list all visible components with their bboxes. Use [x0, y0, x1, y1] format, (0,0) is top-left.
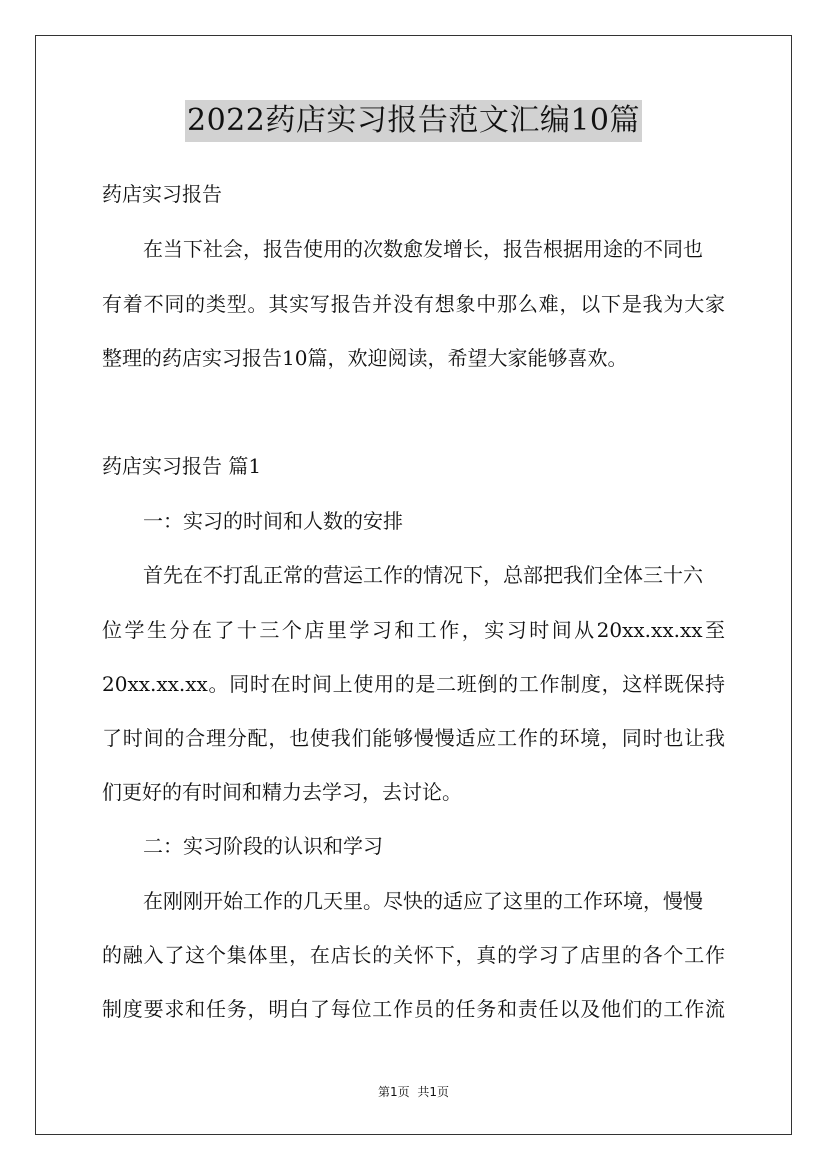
- paragraph-1-line-5: 们更好的有时间和精力去学习，去讨论。: [102, 780, 462, 804]
- page-number: 第1页: [377, 1085, 410, 1099]
- paragraph-2-line-2: 的融入了这个集体里，在店长的关怀下，真的学习了店里的各个工作: [102, 943, 725, 967]
- intro-line-2: 有着不同的类型。其实写报告并没有想象中那么难，以下是我为大家: [102, 292, 725, 316]
- paragraph-2-line-3: 制度要求和任务，明白了每位工作员的任务和责任以及他们的工作流: [102, 997, 725, 1021]
- paragraph-1-line-2: 位学生分在了十三个店里学习和工作，实习时间从20xx.xx.xx至: [102, 618, 725, 642]
- subheading-1: 一：实习的时间和人数的安排: [143, 509, 403, 533]
- heading: 药店实习报告: [102, 182, 222, 206]
- paragraph-2-line-1: 在刚刚开始工作的几天里。尽快的适应了这里的工作环境，慢慢: [143, 889, 703, 913]
- document-title: 2022药店实习报告范文汇编10篇: [185, 100, 642, 142]
- intro-line-3: 整理的药店实习报告10篇，欢迎阅读，希望大家能够喜欢。: [102, 346, 628, 370]
- paragraph-1-line-3: 20xx.xx.xx。同时在时间上使用的是二班倒的工作制度，这样既保持: [102, 672, 725, 696]
- intro-line-1: 在当下社会，报告使用的次数愈发增长，报告根据用途的不同也: [143, 237, 703, 261]
- subheading-2: 二：实习阶段的认识和学习: [143, 834, 383, 858]
- section-title: 药店实习报告 篇1: [102, 454, 262, 478]
- paragraph-1-line-1: 首先在不打乱正常的营运工作的情况下，总部把我们全体三十六: [143, 563, 703, 587]
- page-total: 共1页: [417, 1085, 450, 1099]
- page-footer: [0, 1084, 827, 1100]
- title-container: [0, 100, 827, 142]
- paragraph-1-line-4: 了时间的合理分配，也使我们能够慢慢适应工作的环境，同时也让我: [102, 726, 725, 750]
